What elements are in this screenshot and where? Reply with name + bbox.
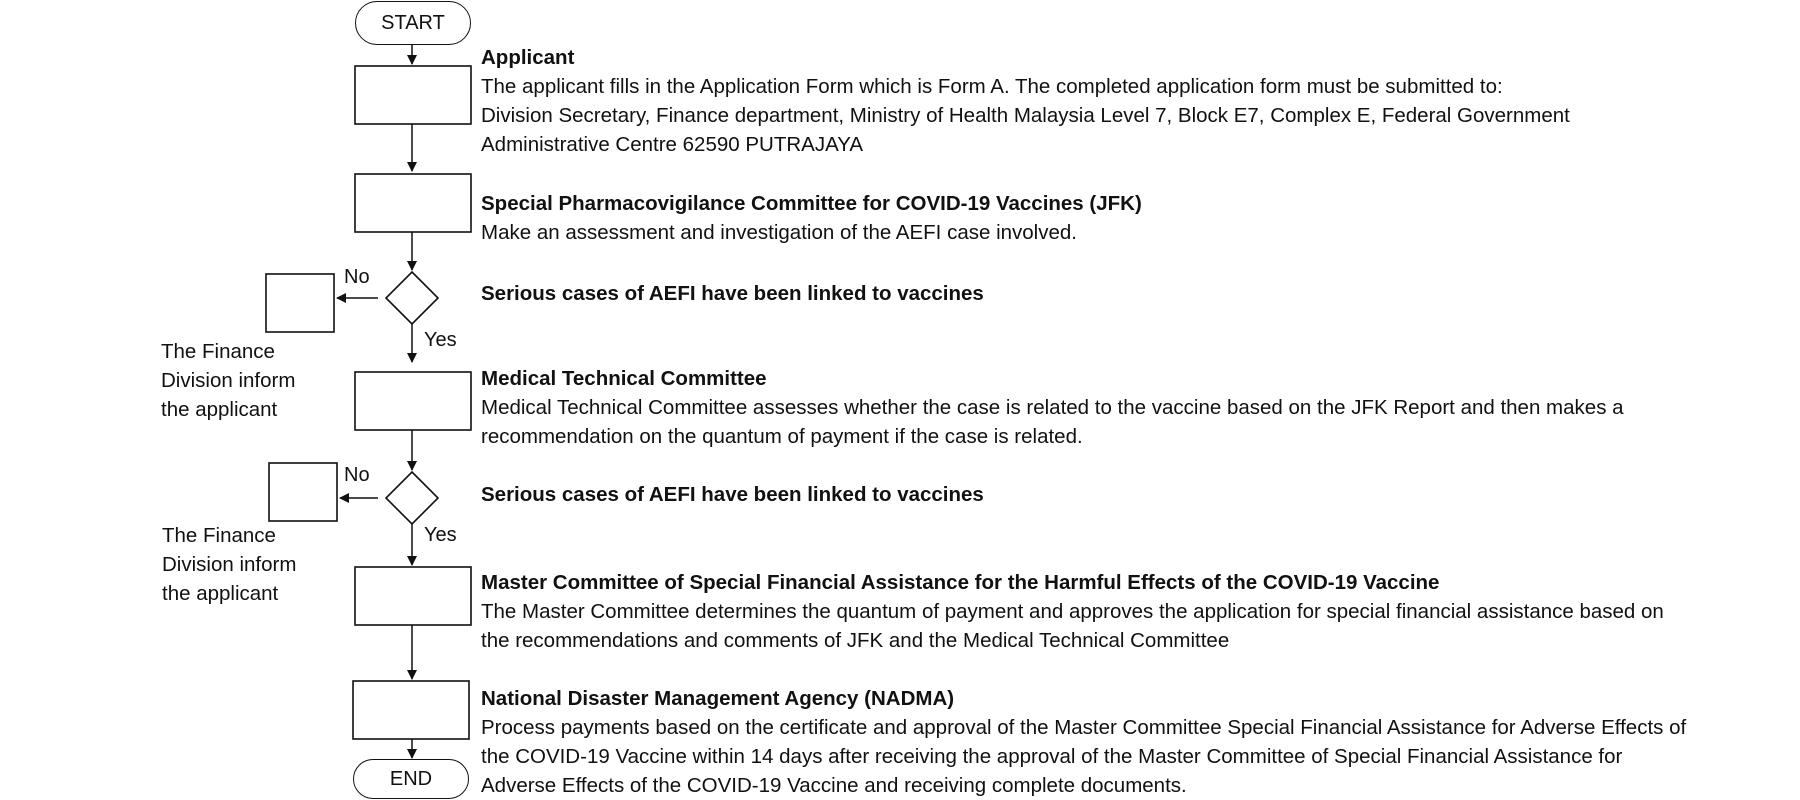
step-line: Make an assessment and investigation of the AEFI case involved. <box>481 221 1077 244</box>
no-outcome-line: Division inform <box>161 369 296 392</box>
outcome-box-1 <box>266 274 334 332</box>
no-outcome-line: Division inform <box>162 553 297 576</box>
step-title: National Disaster Management Agency (NADMA) <box>481 687 955 710</box>
process-box-master <box>355 567 471 625</box>
step-title: Master Committee of Special Financial Assistance for the Harmful Effects of the COVID-19 Vaccine <box>481 571 1440 594</box>
step-line: Adverse Effects of the COVID-19 Vaccine and receiving complete documents. <box>481 774 1187 797</box>
outcome-box-2 <box>269 463 337 521</box>
step-line: Division Secretary, Finance department, Ministry of Health Malaysia Level 7, Block E7, Complex E, Federal Government <box>481 104 1570 127</box>
decision-title: Serious cases of AEFI have been linked to vaccines <box>481 282 984 305</box>
step-title: Medical Technical Committee <box>481 367 767 390</box>
decision-1-no-label: No <box>344 266 370 288</box>
decision-title: Serious cases of AEFI have been linked to vaccines <box>481 483 984 506</box>
end-terminal: END <box>353 759 469 799</box>
step-title: Applicant <box>481 46 575 69</box>
step-line: Medical Technical Committee assesses whether the case is related to the vaccine based on the JFK Report and then makes a <box>481 396 1624 419</box>
decision-1-yes-label: Yes <box>424 329 457 351</box>
step-line: the COVID-19 Vaccine within 14 days after receiving the approval of the Master Committee of Special Financial Assistance for <box>481 745 1623 768</box>
decision-2-no-label: No <box>344 464 370 486</box>
step-nadma <box>481 684 1686 800</box>
step-line: the recommendations and comments of JFK and the Medical Technical Committee <box>481 629 1230 652</box>
decision-diamond-2 <box>386 472 438 524</box>
step-line: recommendation on the quantum of payment if the case is related. <box>481 425 1083 448</box>
process-box-nadma <box>353 681 469 739</box>
step-line: Administrative Centre 62590 PUTRAJAYA <box>481 133 864 156</box>
step-line: The Master Committee determines the quantum of payment and approves the application for special financial assistance based on <box>481 600 1664 623</box>
decision-2-yes-label: Yes <box>424 524 457 546</box>
no-outcome-line: The Finance <box>161 340 275 363</box>
no-outcome-line: The Finance <box>162 524 276 547</box>
no-outcome-text-1 <box>161 337 295 424</box>
process-box-applicant <box>355 66 471 124</box>
no-outcome-text-2 <box>162 521 296 608</box>
step-jfk <box>481 189 1142 247</box>
decision-diamond-1 <box>386 272 438 324</box>
process-box-medical <box>355 372 471 430</box>
start-terminal: START <box>355 1 471 45</box>
process-box-jfk <box>355 174 471 232</box>
no-outcome-line: the applicant <box>162 582 279 605</box>
step-applicant <box>481 43 1570 159</box>
decision-2-text <box>481 480 984 509</box>
no-outcome-line: the applicant <box>161 398 278 421</box>
step-title: Special Pharmacovigilance Committee for COVID-19 Vaccines (JFK) <box>481 192 1142 215</box>
step-line: The applicant fills in the Application Form which is Form A. The completed application form must be submitted to: <box>481 75 1503 98</box>
step-line: Process payments based on the certificate and approval of the Master Committee Special Financial Assistance for Adverse Effects of <box>481 716 1687 739</box>
decision-1-text <box>481 279 984 308</box>
step-medical <box>481 364 1624 451</box>
step-master <box>481 568 1664 655</box>
